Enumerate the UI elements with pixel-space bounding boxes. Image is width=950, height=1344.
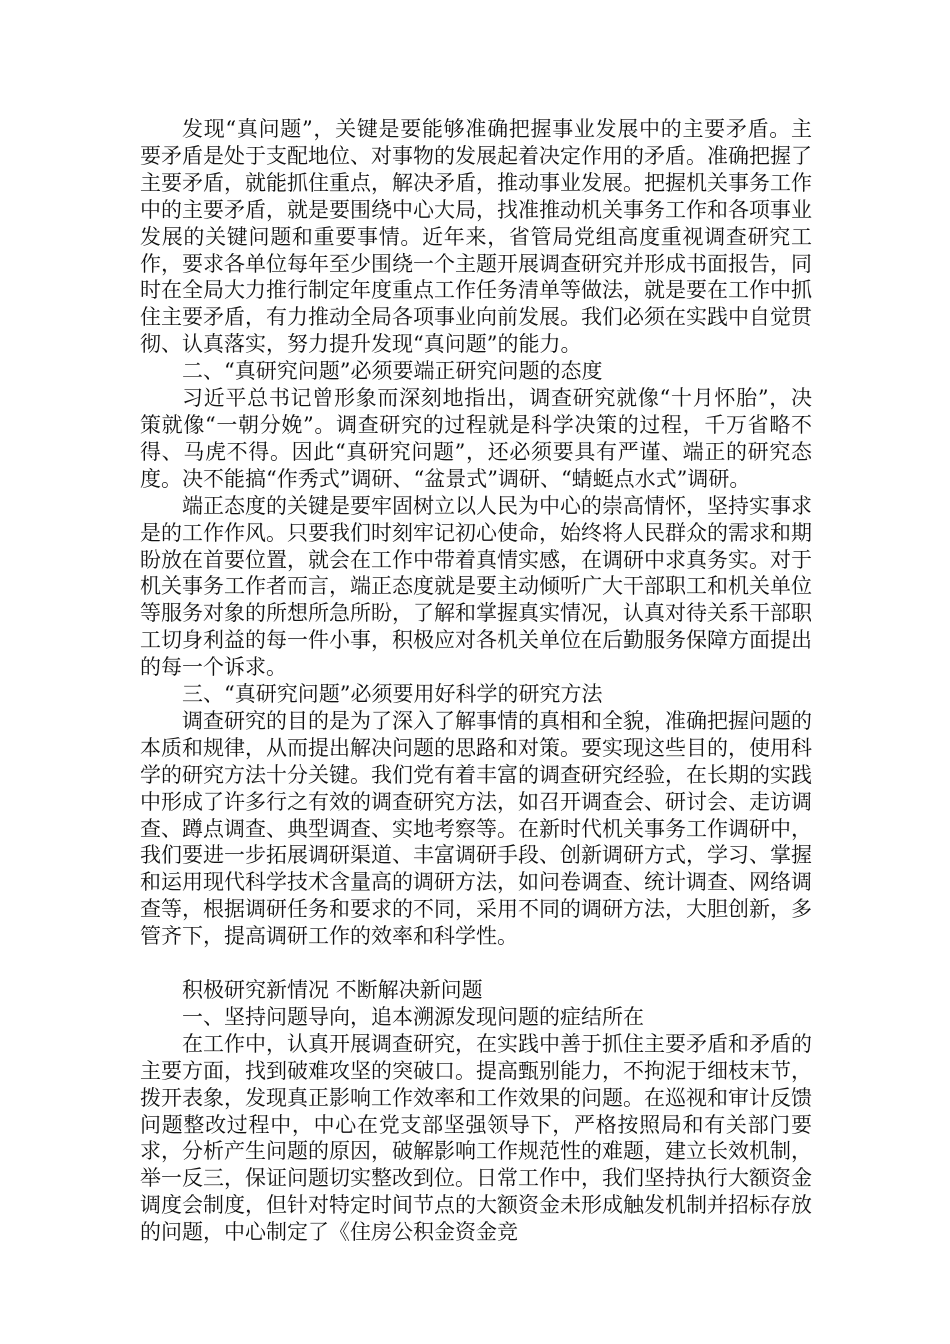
- paragraph-main-contradiction: 发现“真问题”，关键是要能够准确把握事业发展中的主要矛盾。主要矛盾是处于支配地位、对事物的发展起着决定作用的矛盾。准确把握了主要矛盾，就能抓住重点，解决矛盾，推动事业发展。把握机关事务工作中的主要矛盾，就是要围绕中心大局，找准推动机关事务工作和各项事业发展的关键问题和重要事情。近年来，省管局党组高度重视调查研究工作，要求各单位每年至少围绕一个主题开展调查研究并形成书面报告，同时在全局大力推行制定年度重点工作任务清单等做法，就是要在工作中抓住主要矛盾，有力推动全局各项事业向前发展。我们必须在实践中自觉贯彻、认真落实，努力提升发现“真问题”的能力。: [140, 117, 812, 357]
- paragraph-work-practice: 在工作中，认真开展调查研究，在实践中善于抓住主要矛盾和矛盾的主要方面，找到破难攻坚的突破口。提高甄别能力，不拘泥于细枝末节，拨开表象，发现真正影响工作效率和工作效果的问题。在巡视和审计反馈问题整改过程中，中心在党支部坚强领导下，严格按照局和有关部门要求，分析产生问题的原因，破解影响工作规范性的难题，建立长效机制，举一反三，保证问题切实整改到位。日常工作中，我们坚持执行大额资金调度会制度，但针对特定时间节点的大额资金未形成触发机制并招标存放的问题，中心制定了《住房公积金资金竞: [140, 1031, 812, 1245]
- article-title-new-situations: 积极研究新情况 不断解决新问题: [182, 977, 483, 1002]
- paragraph-correct-attitude: 端正态度的关键是要牢固树立以人民为中心的崇高情怀，坚持实事求是的工作作风。只要我们时刻牢记初心使命，始终将人民群众的需求和期盼放在首要位置，就会在工作中带着真情实感，在调研中求真务实。对于机关事务工作者而言，端正态度就是要主动倾听广大干部职工和机关单位等服务对象的所想所急所盼，了解和掌握真实情况，认真对待关系干部职工切身利益的每一件小事，积极应对各机关单位在后勤服务保障方面提出的每一个诉求。: [140, 493, 812, 680]
- blank-line: [140, 950, 812, 977]
- document-page: [140, 116, 812, 1246]
- paragraph-research-methods: 调查研究的目的是为了深入了解事情的真相和全貌，准确把握问题的本质和规律，从而提出解决问题的思路和对策。要实现这些目的，使用科学的研究方法十分关键。我们党有着丰富的调查研究经验，在长期的实践中形成了许多行之有效的调查研究方法，如召开调查会、研讨会、走访调查、蹲点调查、典型调查、实地考察等。在新时代机关事务工作调研中，我们要进一步拓展调研渠道、丰富调研手段、创新调研方式，学习、掌握和运用现代科学技术含量高的调研方法，如问卷调查、统计调查、网络调查等，根据调研任务和要求的不同，采用不同的调研方法，大胆创新，多管齐下，提高调研工作的效率和科学性。: [140, 708, 812, 949]
- paragraph-xi-quote: 习近平总书记曾形象而深刻地指出，调查研究就像“十月怀胎”，决策就像“一朝分娩”。调查研究的过程就是科学决策的过程，千万省略不得、马虎不得。因此“真研究问题”，还必须要具有严谨、端正的研究态度。决不能搞“作秀式”调研、“盆景式”调研、“蜻蜓点水式”调研。: [140, 386, 812, 491]
- section-heading-methods: 三、“真研究问题”必须要用好科学的研究方法: [182, 682, 603, 707]
- section-heading-attitude: 二、“真研究问题”必须要端正研究问题的态度: [182, 359, 603, 384]
- section-heading-problem-oriented: 一、坚持问题导向，追本溯源发现问题的症结所在: [182, 1004, 644, 1029]
